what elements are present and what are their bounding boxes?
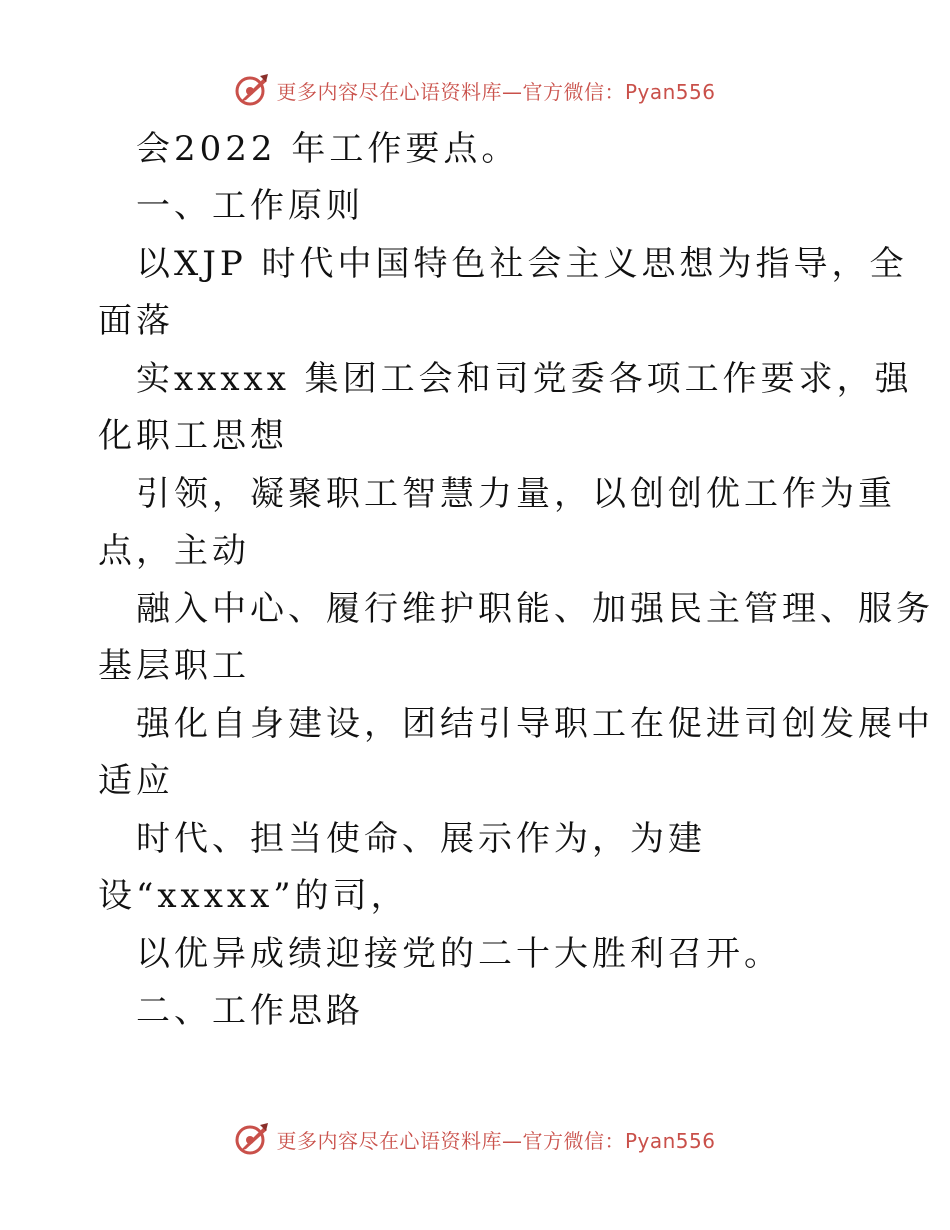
section-heading: 一、工作原则 <box>136 186 364 226</box>
text-line: 会2022 年工作要点。 <box>136 129 520 169</box>
quill-logo-icon <box>234 1121 270 1157</box>
text-line: 化职工思想 <box>98 416 288 456</box>
text-line: 基层职工 <box>98 646 250 686</box>
quill-logo-icon <box>234 72 270 108</box>
text-line: 面落 <box>98 301 174 341</box>
text-line: 强化自身建设，团结引导职工在促进司创发展中 <box>136 704 934 744</box>
text-line: 适应 <box>98 761 174 801</box>
text-line: 引领，凝聚职工智慧力量，以创创优工作为重 <box>136 474 896 514</box>
text-line: 以优异成绩迎接党的二十大胜利召开。 <box>136 934 782 974</box>
watermark-text: 更多内容尽在心语资料库—官方微信：Pyan556 <box>276 1128 716 1153</box>
text-line: 融入中心、履行维护职能、加强民主管理、服务 <box>136 589 934 629</box>
text-line: 以XJP 时代中国特色社会主义思想为指导，全 <box>136 244 908 284</box>
text-line: 设“xxxxx”的司， <box>98 876 409 916</box>
text-line: 时代、担当使命、展示作为，为建 <box>136 819 706 859</box>
text-line: 点，主动 <box>98 531 250 571</box>
watermark-text: 更多内容尽在心语资料库—官方微信：Pyan556 <box>276 79 716 104</box>
watermark-header <box>0 72 950 108</box>
text-line: 实xxxxx 集团工会和司党委各项工作要求，强 <box>136 359 913 399</box>
section-heading: 二、工作思路 <box>136 991 364 1031</box>
watermark-footer <box>0 1121 950 1157</box>
